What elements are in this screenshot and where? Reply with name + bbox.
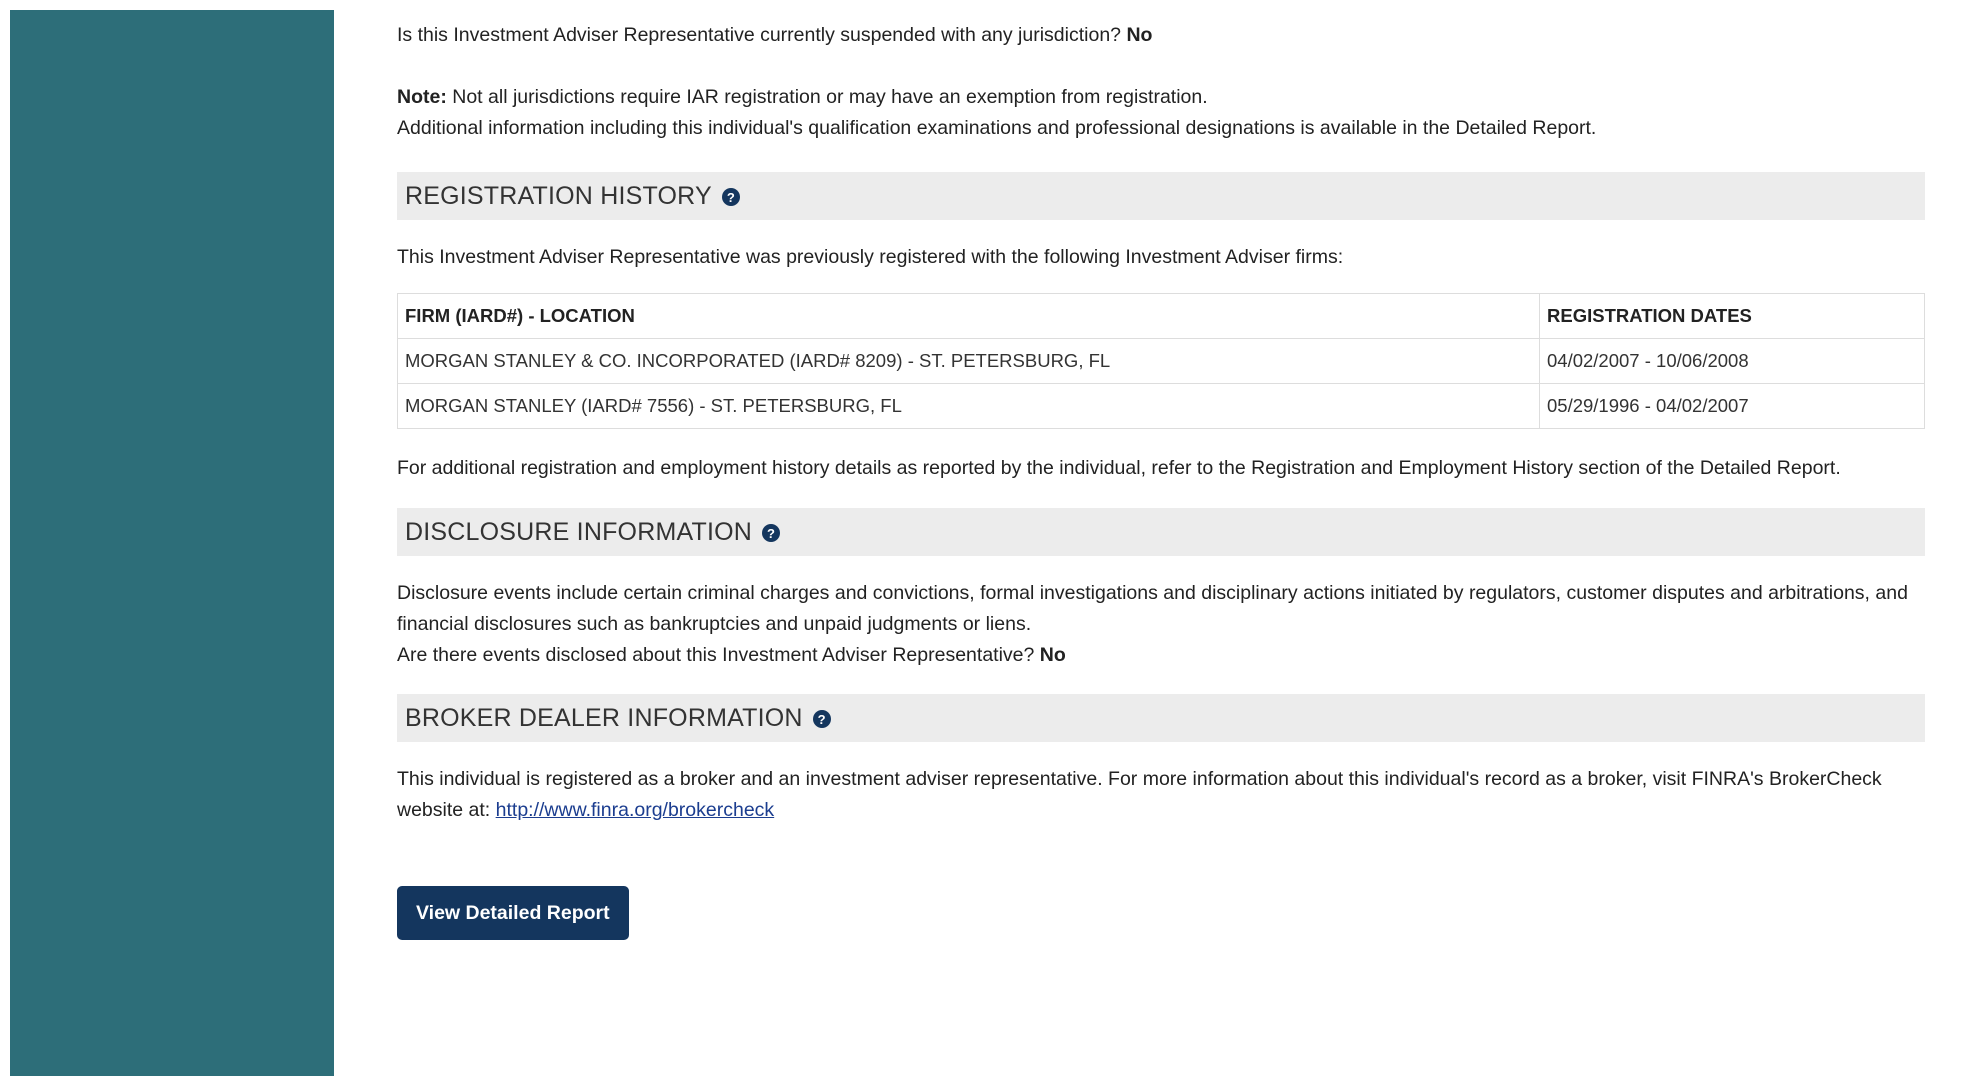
note-line [397,82,1925,113]
broker-dealer-title: BROKER DEALER INFORMATION [405,703,803,732]
disclosure-title: DISCLOSURE INFORMATION [405,517,753,546]
column-header-firm: FIRM (IARD#) - LOCATION [398,294,1540,339]
firm-cell: MORGAN STANLEY (IARD# 7556) - ST. PETERSBURG, FL [398,384,1540,429]
table-row [398,384,1925,429]
registration-history-intro: This Investment Adviser Representative was previously registered with the following Investment Adviser firms: [397,246,1344,268]
note-additional: Additional information including this individual's qualification examinations and professional designations is available in the Detailed Report. [397,117,1597,139]
brokercheck-link[interactable]: http://www.finra.org/brokercheck [495,799,775,821]
firm-cell: MORGAN STANLEY & CO. INCORPORATED (IARD# 8209) - ST. PETERSBURG, FL [398,339,1540,384]
help-icon[interactable]: ? [762,524,780,542]
help-icon[interactable]: ? [813,710,831,728]
help-icon[interactable]: ? [722,188,740,206]
note-text: Not all jurisdictions require IAR registration or may have an exemption from registration. [452,86,1208,108]
suspended-line [397,20,1925,51]
registration-history-header [397,172,1925,220]
main-content [397,20,1925,940]
disclosure-text: Disclosure events include certain criminal charges and convictions, formal investigations and disciplinary actions initiated by regulators, customer disputes and arbitrations, and financial disclosures such as bankruptcies and unpaid judgments or liens. [397,582,1908,635]
table-header-row [398,294,1925,339]
disclosure-header [397,508,1925,556]
view-detailed-report-button[interactable]: View Detailed Report [397,886,629,940]
disclosure-question: Are there events disclosed about this Investment Adviser Representative? [397,644,1035,666]
table-row [398,339,1925,384]
broker-dealer-header [397,694,1925,742]
note-label: Note: [397,86,447,108]
registration-history-title: REGISTRATION HISTORY [405,181,712,210]
registration-history-table [397,293,1925,429]
column-header-dates: REGISTRATION DATES [1540,294,1925,339]
disclosure-question-line [397,640,1925,671]
registration-history-footer: For additional registration and employment history details as reported by the individual, refer to the Registration and Employment History section of the Detailed Report. [397,457,1841,479]
broker-dealer-text-block [397,764,1925,826]
suspended-answer: No [1126,24,1153,46]
disclosure-answer: No [1039,644,1066,666]
left-sidebar [10,10,334,1076]
broker-dealer-text: This individual is registered as a broker and an investment adviser representative. For more information about this individual's record as a broker, visit FINRA's BrokerCheck website at: [397,768,1882,821]
suspended-question: Is this Investment Adviser Representative currently suspended with any jurisdiction? [397,24,1122,46]
dates-cell: 05/29/1996 - 04/02/2007 [1540,384,1925,429]
dates-cell: 04/02/2007 - 10/06/2008 [1540,339,1925,384]
